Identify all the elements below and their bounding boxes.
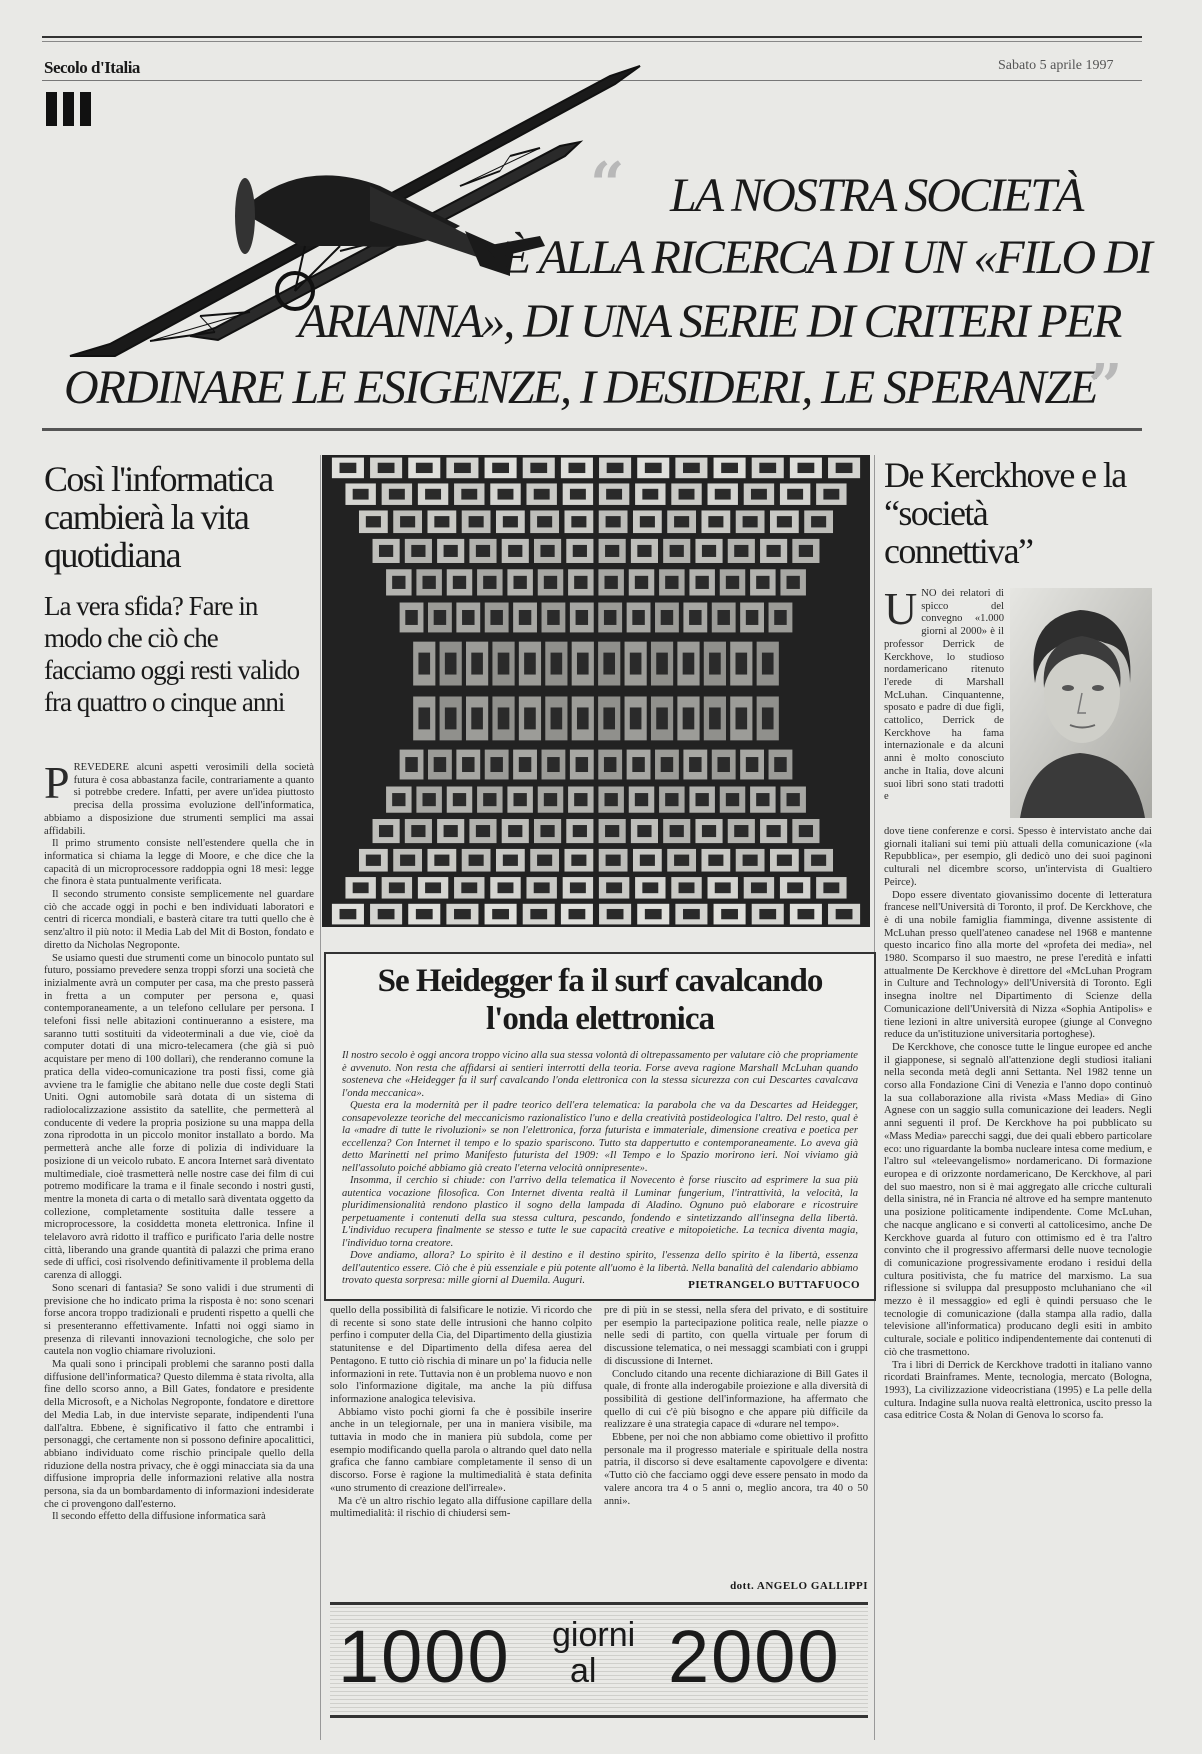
op-art-cell-inner <box>411 545 425 557</box>
quote-line-4: ORDINARE LE ESIGENZE, I DESIDERI, LE SPERANZE <box>64 361 1097 414</box>
column-rule-left <box>320 455 321 1740</box>
op-art-cell-inner <box>570 882 586 893</box>
op-art-cell-inner <box>679 489 695 500</box>
op-art-cell-inner <box>534 882 550 893</box>
op-art-cell-inner <box>605 545 619 557</box>
op-art-cell-inner <box>679 882 695 893</box>
op-art-cell-inner <box>576 757 588 772</box>
op-art-cell-inner <box>798 909 815 919</box>
op-art-cell-inner <box>571 516 586 527</box>
op-art-cell-inner <box>534 489 550 500</box>
op-art-cell-inner <box>490 757 502 772</box>
op-art-cell-inner <box>540 825 554 837</box>
op-art-cell-inner <box>353 882 369 893</box>
op-art-cell-inner <box>656 707 668 729</box>
op-art-cell-inner <box>683 707 695 729</box>
right-article-title: De Kerckhove e la “società connettiva” <box>884 455 1126 571</box>
op-art-cell-inner <box>811 516 826 527</box>
op-art-cell-inner <box>645 909 662 919</box>
op-art-cell-inner <box>674 516 689 527</box>
op-art-cell-inner <box>604 793 617 806</box>
op-art-cell-inner <box>537 855 552 866</box>
center-box-para-2: Insomma, il cerchio si chiude: con l'arrivo della telematica il Novecento è forse riuscito ad esprimere la sua più autentica vocazione filosofica. Con Internet diventa realtà il Luminar fungerium, l'intrattività, la velocità, la pluridimensionalità rendono plastico il sogno della lampada di Aladino. Ognuno può elaborare e ricostruire perpetuamente i contenuti della sua stessa cultura, pescando, fondendo e sintetizzando all'insegna della libertà. L'individuo recupera finalmente se stesso e tutte le sue capacità creative e mitopoietiche. La tecnica diventa magia, l'individuo torna creatore. <box>342 1175 858 1249</box>
op-art-cell-inner <box>661 757 673 772</box>
op-art-cell-inner <box>799 545 813 557</box>
op-art-cell-inner <box>759 463 776 473</box>
op-art-cell-inner <box>454 909 471 919</box>
op-art-cell-inner <box>392 576 405 589</box>
op-art-cell-inner <box>490 610 502 625</box>
op-art-cell-inner <box>411 825 425 837</box>
quote-line-3: ARIANNA», DI UNA SERIE DI CRITERI PER <box>298 295 1121 348</box>
center-box-para-3: Dove andiamo, allora? Lo spirito è il destino e il destino spirito, l'essenza dello spirito è la libertà, essenza dell'autentico essere. Ciò che è più essenziale e più potente all'uomo è la libertà. Nella banalità del calendario abbiamo trovato questa sorpresa: mille giorni al Duemila. Auguri. <box>342 1250 858 1286</box>
quote-close-mark: ” <box>1088 352 1123 422</box>
op-art-cell-inner <box>606 516 621 527</box>
op-art-cell-inner <box>661 610 673 625</box>
op-art-cell-inner <box>635 576 648 589</box>
op-art-cell-inner <box>756 576 769 589</box>
op-art-cell-inner <box>444 825 458 837</box>
op-art-cell-inner <box>746 757 758 772</box>
center-col1-para-1: Abbiamo visto pochi giorni fa che è possibile inserire anche in un telegiornale, per una in maniera visibile, ma tuttavia in modo che in maniera più subdola, come per esempio modificando quella parola o altrando quel dato nella grafica che fanno cambiare completamente il senso di un discorso. Forse è ragione la multimedialità è stata definita «uno strumento di creazione dell'irreale». <box>330 1406 592 1494</box>
quote-open-mark: “ <box>590 150 625 220</box>
op-art-cell-inner <box>418 653 430 675</box>
center-col1-para-2: Ma c'è un altro rischio legato alla diffusione capillare della multimedialità: il rischio di chiudersi sem- <box>330 1495 592 1520</box>
op-art-cell-inner <box>400 855 415 866</box>
center-col2-para-2: Ebbene, per noi che non abbiamo come obiettivo il profitto personale ma il progresso materiale e spirituale della nostra patria, il discorso si deve esaltamente capovolgere e diventa: «Tutto ciò che facciamo oggi deve essere pensato in modo da valere ancora tra 4 o 5 anni o, meglio ancora, tra 40 o 50 anni». <box>604 1432 868 1507</box>
op-art-cell-inner <box>544 576 557 589</box>
op-art-cell-inner <box>569 463 586 473</box>
op-art-cell-inner <box>708 855 723 866</box>
op-art-cell-inner <box>665 793 678 806</box>
op-art-cell-inner <box>418 707 430 729</box>
op-art-cell-inner <box>630 653 642 675</box>
op-art-cell-inner <box>483 793 496 806</box>
op-art-cell-inner <box>604 757 616 772</box>
op-art-cell-inner <box>787 489 803 500</box>
op-art-cell-inner <box>422 576 435 589</box>
center-continue-col1 <box>330 1305 592 1595</box>
op-art-cell-inner <box>726 793 739 806</box>
center-continue-col2 <box>604 1305 868 1575</box>
op-art-cell-inner <box>787 882 803 893</box>
op-art-cell-inner <box>462 610 474 625</box>
op-art-cell-inner <box>524 707 536 729</box>
op-art-cell-inner <box>721 463 738 473</box>
op-art-cell-inner <box>379 825 393 837</box>
op-art-cell-inner <box>607 909 624 919</box>
op-art-cell-inner <box>400 516 415 527</box>
op-art-cell-inner <box>544 793 557 806</box>
op-art-cell-inner <box>476 545 490 557</box>
op-art-cell-inner <box>823 489 839 500</box>
op-art-cell-inner <box>551 707 563 729</box>
op-art-cell-inner <box>709 707 721 729</box>
op-art-cell-inner <box>674 855 689 866</box>
op-art-cell-inner <box>603 653 615 675</box>
op-art-cell-inner <box>576 610 588 625</box>
op-art-cell-inner <box>573 545 587 557</box>
op-art-cell-inner <box>670 545 684 557</box>
op-art-cell-inner <box>640 855 655 866</box>
left-para-3: Se usiamo questi due strumenti come un binocolo puntato sul futuro, possiamo prevedere senza troppi sforzi una società che inizialmente avrà un computer per casa, ma che presto passerà in fretta a un computer per persona e, quasi contemporaneamente, a un telefono cellulare per persona. I telefoni fissi nelle abitazioni continueranno a esistere, ma saranno tutti sostituiti da videoterminali a due vie, cioè da computer dotati di una micro-telecamera (che già si può acquistare per meno di 100 dollari), che renderanno comune la pratica della video-comunicazione tra posti fissi, come già avviene tra le famiglie che abitano nelle due coste degli Stati Uniti. Ogni automobile sarà dotata di un sistema di radiolocalizzazione assistito da satellite, che permetterà al conducente di vedere la propria posizione su una mappa della zona riprodotta in un piccolo monitor installato a bordo. Ma permetterà anche alle forze di polizia di individuare la posizione di un veicolo rubato. E ancora Internet sarà diventato multimediale, cioè trasmetterà nelle nostre case dei film di cui potremo modificare la trama e il finale secondo i nostri gusti, mentre la moneta di carta o di metallo sarà diventata oggetto da collezione, completamente sostituita dalle tessere a microprocessore, la cosiddetta moneta elettronica. Infine il telelavoro avrà ridotto il traffico e purificato l'aria delle nostre città, liberando una grande quantità di palazzi che prima erano sede di uffici, così risolvendo definitivamente il problema della carenza di alloggi. <box>44 952 314 1282</box>
op-art-cell-inner <box>434 757 446 772</box>
op-art-cell-inner <box>798 463 815 473</box>
op-art-cell-inner <box>551 653 563 675</box>
left-para-1: Il primo strumento consiste nell'estendere quella che in informatica si chiama la legge di Moore, e che dice che la capacità di un microprocessore raddoppia ogni 18 mesi: legge che finora è stata puntualmente verificata. <box>44 838 314 888</box>
center-continue-signature: dott. ANGELO GALLIPPI <box>730 1580 868 1592</box>
op-art-cell-inner <box>717 610 729 625</box>
left-para-2: Il secondo strumento consiste semplicemente nel guardare ciò che accade oggi in pochi e ben individuati laboratori e centri di ricerca mondiali, e basterà citare tra tutti quello che è senz'altro il più noto: il Media Lab del Mit di Boston, fondato e diretto da Nicholas Negroponte. <box>44 889 314 951</box>
op-art-cell-inner <box>607 463 624 473</box>
op-art-cell-inner <box>483 576 496 589</box>
op-art-cell-inner <box>702 545 716 557</box>
op-art-cell-inner <box>519 757 531 772</box>
op-art-cell-inner <box>366 855 381 866</box>
op-art-cell-inner <box>405 610 417 625</box>
op-art-cell-inner <box>547 757 559 772</box>
op-art-cell-inner <box>746 610 758 625</box>
footer-logo-giorni: giorni <box>552 1616 636 1654</box>
op-art-cell-inner <box>569 909 586 919</box>
op-art-cell-inner <box>721 909 738 919</box>
op-art-cell-inner <box>708 516 723 527</box>
op-art-cell-inner <box>759 909 776 919</box>
footer-logo-al: al <box>570 1652 597 1690</box>
right-article-body <box>884 826 1152 1738</box>
op-art-cell-inner <box>777 855 792 866</box>
op-art-cell-inner <box>389 882 405 893</box>
op-art-cell-inner <box>492 463 509 473</box>
op-art-cell-inner <box>471 653 483 675</box>
op-art-cell-inner <box>434 516 449 527</box>
op-art-warped-grid-image <box>322 455 870 927</box>
center-box-para-0: Il nostro secolo è oggi ancora troppo vicino alla sua stessa volontà di oltrepassamento per valutare ciò che propriamente è avvenuto. Non resta che affidarsi ai sentieri interrotti della teoria. Forse aveva ragione Marshall McLuhan quando sosteneva che «Heidegger fa il surf cavalcando l'onda elettronica con la stessa sicurezza con cui Descartes cavalcava l'onda meccanica». <box>342 1050 858 1099</box>
op-art-cell-inner <box>726 576 739 589</box>
op-art-cell-inner <box>637 825 651 837</box>
right-article-intro-text: NO dei relatori di spicco del convegno «1.000 giorni al 2000» è il professor Derrick de Kerckhove, lo studioso nordamericano ritenuto l'erede di Marshall McLuhan. Cinquantenne, sposato e padre di due figli, cattolico, Derrick de Kerckhove ha fama internazionale e da alcuni anni è molto conosciuto anche in Italia, dove alcuni suoi libri sono stati tradotti e <box>884 588 1004 803</box>
op-art-cell-inner <box>379 545 393 557</box>
quote-bottom-rule <box>42 428 1142 431</box>
op-art-cell-inner <box>513 576 526 589</box>
op-art-cell-inner <box>519 610 531 625</box>
op-art-cell-inner <box>547 610 559 625</box>
op-art-cell-inner <box>787 793 800 806</box>
left-article-dropcap: P <box>44 757 70 808</box>
center-box-signature: PIETRANGELO BUTTAFUOCO <box>688 1279 860 1291</box>
right-article-dropcap: U <box>884 583 918 634</box>
center-col1-para-0: quello della possibilità di falsificare le notizie. Vi ricordo che di recente si sono state delle intrusioni che hanno colpito perfino i computer della Cia, del Dipartimento della giustizia statunitense e del Dipartimento della difesa aerea del Pentagono. E tutto ciò rischia di minare un po' la fiducia nelle informazioni in rete. Tuttavia non è un problema nuovo e non solo l'informazione digitale, ma anche la più diffusa informazione analogica televisiva. <box>330 1305 592 1405</box>
op-art-cell-inner <box>734 825 748 837</box>
op-art-cell-inner <box>508 545 522 557</box>
op-art-cell-inner <box>444 545 458 557</box>
op-art-cell-inner <box>503 516 518 527</box>
op-art-cell-inner <box>767 545 781 557</box>
op-art-cell-inner <box>524 653 536 675</box>
op-art-cell-inner <box>670 825 684 837</box>
op-art-cell-inner <box>461 489 477 500</box>
op-art-cell-inner <box>635 793 648 806</box>
op-art-cell-inner <box>632 610 644 625</box>
op-art-cell-inner <box>717 757 729 772</box>
op-art-cell-inner <box>642 489 658 500</box>
op-art-cell-inner <box>605 825 619 837</box>
op-art-cell-inner <box>811 855 826 866</box>
masthead-paper: Secolo d'Italia <box>44 58 140 77</box>
op-art-cell-inner <box>513 793 526 806</box>
op-art-cell-inner <box>774 610 786 625</box>
op-art-cell-inner <box>715 489 731 500</box>
op-art-cell-inner <box>492 909 509 919</box>
op-art-cell-inner <box>445 707 457 729</box>
op-art-cell-inner <box>683 909 700 919</box>
quote-line-2: È ALLA RICERCA DI UN «FILO DI <box>502 231 1151 284</box>
left-article-deck: La vera sfida? Fare in modo che ciò che facciamo oggi resti valido fra quattro o cinque anni <box>44 591 300 717</box>
op-art-cell-inner <box>416 463 433 473</box>
op-art-cell-inner <box>606 489 622 500</box>
op-art-cell-inner <box>378 463 395 473</box>
op-art-cell-inner <box>498 653 510 675</box>
op-art-cell-inner <box>689 610 701 625</box>
op-art-cell-inner <box>392 793 405 806</box>
op-art-cell-inner <box>416 909 433 919</box>
op-art-cell-inner <box>469 516 484 527</box>
op-art-cell-inner <box>743 516 758 527</box>
op-art-cell-inner <box>696 793 709 806</box>
op-art-cell-inner <box>571 855 586 866</box>
op-art-cell-inner <box>476 825 490 837</box>
op-art-cell-inner <box>751 882 767 893</box>
op-art-cell-inner <box>574 793 587 806</box>
op-art-cell-inner <box>453 793 466 806</box>
op-art-cell-inner <box>461 882 477 893</box>
op-art-cell-inner <box>469 855 484 866</box>
left-para-6: Il secondo effetto della diffusione informatica sarà <box>52 1511 266 1523</box>
op-art-cell-inner <box>454 463 471 473</box>
op-art-cell-inner <box>756 793 769 806</box>
right-para-2: De Kerckhove, che conosce tutte le lingue europee ed anche il giapponese, si segnalò all'attenzione degli studiosi italiani nella seconda metà degli anni Settanta. Nel 1982 tenne un corso alla Fondazione Cini di Venezia e l'anno dopo continuò la sua collaborazione alla rivista «Mass Media» di Gino Agnese con un saggio sulla comunicazione dei leaders. Negli anni seguenti il prof. De Kerckhove ha poi pubblicato su «Mass Media» parecchi saggi, due dei quali ebbero particolare eco: uno riguardante la bomba nucleare intesa come medium, e l'altro sul «teleevangelismo» nordamericano. Di formazione europea e di orizzonte nordamericano, De Kerckhove, al pari del suo maestro, non si è mai aggregato alle cricche culturali della sinistra, né in Francia né altrove ed ha sempre mantenuto una posizione politicamente indipendente. Come McLuhan, che nacque anglicano e si convertì al cattolicesimo, anche De Kerckhove guarda al futuro con ottimismo ed è tra l'altro convinto che il progressivo affermarsi delle nuove tecnologie di comunicazione progressivamente erodano i residui della cultura positivista, che fu matrice del marxismo. La sua riflessione si sviluppa dal presupposto mcluhaniano che «il mezzo è il messaggio» ed egli è quindi persuaso che le tecnologie di comunicazione (dalla stampa alla radio, dalla televisione all'informatica) producano degli esiti in ambito culturale, sociale e politico indipendentemente dai contenuti di ciò che trasmettono. <box>884 1041 1152 1358</box>
op-art-cell-inner <box>683 463 700 473</box>
op-art-cell-inner <box>498 489 514 500</box>
op-art-cell-inner <box>462 757 474 772</box>
de-kerckhove-portrait-photo <box>1010 588 1152 818</box>
op-art-cell-inner <box>751 489 767 500</box>
op-art-cell-inner <box>709 653 721 675</box>
op-art-cell-inner <box>736 653 748 675</box>
op-art-cell-inner <box>434 610 446 625</box>
op-art-cell-inner <box>537 516 552 527</box>
op-art-cell-inner <box>823 882 839 893</box>
op-art-cell-inner <box>642 882 658 893</box>
op-art-cell-inner <box>606 882 622 893</box>
op-art-cell-inner <box>530 909 547 919</box>
op-art-cell-inner <box>425 882 441 893</box>
center-col2-para-1: Concludo citando una recente dichiarazione di Bill Gates il quale, di fronte alla inderogabile proiezione e alla diversità di possibilità di gestione dell'informazione, ha affermato che quello di cui c'è più bisogno e che appare più difficile da realizzare è una strategia capace di «durare nel tempo». <box>604 1368 868 1431</box>
right-article-intro <box>884 583 1004 824</box>
masthead-date: Sabato 5 aprile 1997 <box>998 58 1114 73</box>
op-art-cell-inner <box>762 653 774 675</box>
quote-line-1: LA NOSTRA SOCIETÀ <box>670 169 1083 222</box>
op-art-cell-inner <box>530 463 547 473</box>
op-art-cell-inner <box>366 516 381 527</box>
op-art-cell-inner <box>503 855 518 866</box>
op-art-cell-inner <box>696 576 709 589</box>
op-art-cell-inner <box>573 825 587 837</box>
op-art-cell-inner <box>656 653 668 675</box>
op-art-cell-inner <box>498 882 514 893</box>
op-art-cell-inner <box>715 882 731 893</box>
op-art-cell-inner <box>471 707 483 729</box>
op-art-cell-inner <box>606 855 621 866</box>
op-art-cell-inner <box>574 576 587 589</box>
op-art-cell-inner <box>637 545 651 557</box>
op-art-cell-inner <box>799 825 813 837</box>
left-para-5: Ma quali sono i principali problemi che saranno posti dalla diffusione dell'informatica? Questo dilemma è stata rivolta, alla fine dello scorso anno, a Bill Gates, fondatore e presidente della Microsoft, e a Nicholas Negroponte, fondatore e direttore del Media Lab, in due interviste separate, indipendenti l'una dall'altra. Ebbene, è significativo il fatto che entrambi i personaggi, che certamente non si possono definire apocalittici, abbiano individuato come rischio principale quello della riduzione della nostra privacy, che è oggi minacciata sia da una diffusione impropria delle informazioni relative alla nostra persona, sia da un bombardamento di informazioni indesiderate che ci provengono dall'esterno. <box>44 1359 314 1510</box>
op-art-cell-inner <box>734 545 748 557</box>
op-art-cell-inner <box>640 516 655 527</box>
op-art-cell-inner <box>777 516 792 527</box>
left-article-title: Così l'informatica cambierà la vita quotidiana <box>44 459 273 575</box>
op-art-cell-inner <box>577 653 589 675</box>
footer-logo-1000: 1000 <box>338 1615 511 1698</box>
left-para-4: Sono scenari di fantasia? Se sono validi i due strumenti di previsione che ho indicato prima la risposta è no: sono scenari forse ancora troppo tradizionali e prudenti rispetto a quelli che si presenteranno effettivamente. Infatti noi oggi siamo in presenza di rilevanti innovazioni tecnologiche, che solo per cautela non voglio chiamare rivoluzioni. <box>44 1282 314 1358</box>
op-art-cell-inner <box>434 855 449 866</box>
op-art-cell-inner <box>604 610 616 625</box>
op-art-cell-inner <box>405 757 417 772</box>
op-art-cell-inner <box>378 909 395 919</box>
op-art-cell-inner <box>836 909 853 919</box>
center-box-title: Se Heidegger fa il surf cavalcando l'onda elettronica <box>377 963 823 1037</box>
op-art-cell-inner <box>665 576 678 589</box>
op-art-cell-inner <box>340 463 357 473</box>
op-art-cell-inner <box>445 653 457 675</box>
op-art-cell-inner <box>422 793 435 806</box>
center-col2-para-0: pre di più in se stessi, nella sfera del privato, e di sostituire per esempio la partecipazione politica reale, nelle piazze o nelle sedi di partito, con quella virtuale per forum di discussione telematica, o nei messaggi scambiati con i gruppi di discussione di Internet. <box>604 1305 868 1367</box>
op-art-cell-inner <box>736 707 748 729</box>
right-para-3: Tra i libri di Derrick de Kerckhove tradotti in italiano vanno ricordati Brainframes. Mente, tecnologia, mercato (Bologna, 1993), La civilizzazione videocristiana (1995) e La pelle della cultura. Indagine sulla nuova realtà elettronica, uscito presso la casa editrice Costa & Nolan di Genova lo scorso fa. <box>884 1359 1152 1422</box>
op-art-cell-inner <box>689 757 701 772</box>
op-art-cell-inner <box>570 489 586 500</box>
op-art-cell-inner <box>540 545 554 557</box>
center-box-para-1: Questa era la modernità per il padre teorico dell'era telematica: la parabola che va da Descartes ad Heidegger, consapevolezze teoriche del meccanicismo razionalistico l'uno e della creatività postideologica l'altro. Del resto, qual è la «madre di tutte le rivoluzioni» se non l'elettronica, forza futurista e immateriale, dimensione creativa e poetica per eccellenza? Con Internet il tempo e lo spazio spariscono. Tutto sta dappertutto e contemporaneamente. Lo aveva già detto Marinetti nel primo Manifesto futurista del 1909: «Il Tempo e lo Spazio morirono ieri. Noi viviamo già nell'assoluto poiché abbiamo già creato l'eterna velocità onnipresente». <box>342 1100 858 1174</box>
op-art-cell-inner <box>425 489 441 500</box>
op-art-cell-inner <box>577 707 589 729</box>
op-art-cell-inner <box>353 489 369 500</box>
op-art-cell-inner <box>508 825 522 837</box>
op-art-cell-inner <box>645 463 662 473</box>
op-art-cell-inner <box>762 707 774 729</box>
left-para-0: REVEDERE alcuni aspetti verosimili della società futura è cosa abbastanza facile, contrariamente a quanto si potrebbe credere. Infatti, per avere un'idea piuttosto precisa della prossima evoluzione dell'informatica, abbiamo a disposizione due strumenti semplici ma assai affidabili. <box>44 762 314 837</box>
left-article-body <box>44 757 314 1737</box>
center-boxed-article <box>324 952 876 1301</box>
op-art-cell-inner <box>603 707 615 729</box>
right-para-0: dove tiene conferenze e corsi. Spesso è intervistato anche dai giornali italiani sui temi più attuali della comunicazione («la Repubblica», per esempio, gli dedicò uno dei suoi paginoni culturali nel dicembre scorso, un'intervista di Gualtiero Peirce). <box>884 826 1152 888</box>
op-art-cell-inner <box>630 707 642 729</box>
op-art-cell-inner <box>702 825 716 837</box>
op-art-cell-inner <box>453 576 466 589</box>
op-art-cell-inner <box>340 909 357 919</box>
op-art-cell-inner <box>632 757 644 772</box>
op-art-cell-inner <box>836 463 853 473</box>
op-art-cell-inner <box>604 576 617 589</box>
op-art-cell-inner <box>787 576 800 589</box>
right-para-1: Dopo essere diventato giovanissimo docente di letteratura francese nell'Università di Toronto, il prof. De Kerckhove, che è di una nobile famiglia fiamminga, divenne assistente di McLuhan presso quell'ateneo canadese nel 1968 e mantenne questo incarico fino alla morte del «profeta dei media», nel 1980. Scomparso il suo maestro, ne prese l'eredità e infatti attualmente De Kerckhove è direttore del «McLuhan Program in Culture and Technology» dell'Università di Toronto. Egli insegna inoltre nel Dipartimento di Scienze della Comunicazione dell'Università di Nizza «Sophia Antipolis» e tiene lezioni in altre università europee (giunge al Convegno reduce da un'istituzione universitaria portoghese). <box>884 889 1152 1041</box>
footer-logo-2000: 2000 <box>668 1615 841 1698</box>
op-art-cell-inner <box>743 855 758 866</box>
op-art-cell-inner <box>774 757 786 772</box>
op-art-cell-inner <box>683 653 695 675</box>
op-art-cell-inner <box>498 707 510 729</box>
op-art-cell-inner <box>767 825 781 837</box>
op-art-cell-inner <box>389 489 405 500</box>
